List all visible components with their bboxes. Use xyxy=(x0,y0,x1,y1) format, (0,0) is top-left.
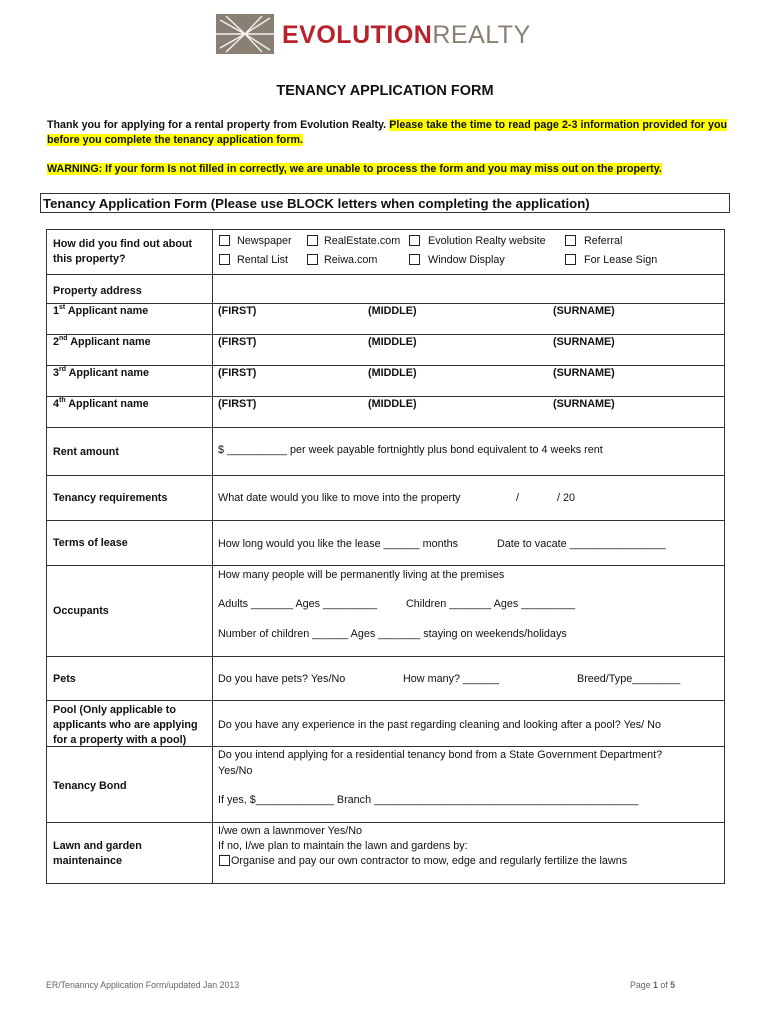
logo-wordmark: EVOLUTIONREALTY xyxy=(282,21,531,49)
how-found-label-2: this property? xyxy=(53,253,126,265)
weekend-children-field[interactable]: Number of children ______ Ages _______ staying on weekends/holidays xyxy=(218,628,567,640)
lease-label: Terms of lease xyxy=(53,537,128,549)
pets-count-field[interactable]: How many? ______ xyxy=(403,673,500,685)
adults-field[interactable]: Adults _______ Ages _________ xyxy=(218,598,378,610)
applicant-4-middle[interactable]: (MIDDLE) xyxy=(368,398,417,410)
row-divider xyxy=(47,822,724,823)
bond-label: Tenancy Bond xyxy=(53,780,127,792)
window-display-checkbox[interactable] xyxy=(409,254,420,265)
reiwa-label: Reiwa.com xyxy=(324,254,378,266)
lawn-plan-text: If no, I/we plan to maintain the lawn and gardens by: xyxy=(218,840,468,852)
page-number: Page 1 of 5 xyxy=(630,980,676,990)
realestate-checkbox[interactable] xyxy=(307,235,318,246)
how-found-label-1: How did you find out about xyxy=(53,238,193,250)
move-date-slash[interactable]: / xyxy=(516,492,519,504)
rental-list-checkbox[interactable] xyxy=(219,254,230,265)
referral-label: Referral xyxy=(584,235,623,247)
pool-label-1: Pool (Only applicable to xyxy=(53,704,176,716)
intro-text xyxy=(47,118,727,148)
applicant-2-surname[interactable]: (SURNAME) xyxy=(553,336,615,348)
applicant-3-label: 3rd Applicant name xyxy=(53,366,150,379)
row-divider xyxy=(47,565,724,566)
applicant-2-first[interactable]: (FIRST) xyxy=(218,336,257,348)
row-divider xyxy=(47,274,724,275)
page-title: TENANCY APPLICATION FORM xyxy=(276,83,494,99)
footer-reference: ER/Tenanncy Application Form/updated Jan 2013 xyxy=(46,980,240,990)
applicant-1-middle[interactable]: (MIDDLE) xyxy=(368,305,417,317)
occupants-question: How many people will be permanently living at the premises xyxy=(218,569,505,581)
lease-sign-label: For Lease Sign xyxy=(584,254,658,266)
reiwa-checkbox[interactable] xyxy=(307,254,318,265)
row-divider xyxy=(47,427,724,428)
evolution-website-label: Evolution Realty website xyxy=(428,235,546,247)
lease-duration-field[interactable]: How long would you like the lease ______ months xyxy=(218,538,459,550)
contractor-label: Organise and pay our own contractor to mow, edge and regularly fertilize the lawns xyxy=(231,855,628,867)
requirements-label: Tenancy requirements xyxy=(53,492,168,504)
application-table xyxy=(46,229,725,884)
pool-question[interactable]: Do you have any experience in the past regarding cleaning and looking after a pool? Yes/ No xyxy=(218,719,661,731)
bond-question: Do you intend applying for a residential tenancy bond from a State Government Department? xyxy=(218,749,663,761)
applicant-3-surname[interactable]: (SURNAME) xyxy=(553,367,615,379)
newspaper-checkbox[interactable] xyxy=(219,235,230,246)
company-logo xyxy=(216,14,538,54)
rent-label: Rent amount xyxy=(53,446,119,458)
warning-text: WARNING: If your form Is not filled in correctly, we are unable to process the form and you may miss out on the property. xyxy=(47,163,662,175)
applicant-1-label: 1st Applicant name xyxy=(53,304,149,317)
contractor-checkbox[interactable] xyxy=(219,855,230,866)
lawnmower-field[interactable]: I/we own a lawnmover Yes/No xyxy=(218,825,363,837)
rental-list-label: Rental List xyxy=(237,254,289,266)
row-divider xyxy=(47,520,724,521)
bond-branch-field[interactable]: If yes, $_____________ Branch ____________________________________________ xyxy=(218,794,639,806)
applicant-2-middle[interactable]: (MIDDLE) xyxy=(368,336,417,348)
logo-mark-icon xyxy=(216,14,274,54)
pool-label-3: for a property with a pool) xyxy=(53,734,187,746)
children-field[interactable]: Children _______ Ages _________ xyxy=(406,598,576,610)
move-date-question: What date would you like to move into the property xyxy=(218,492,461,504)
window-display-label: Window Display xyxy=(428,254,505,266)
applicant-3-first[interactable]: (FIRST) xyxy=(218,367,257,379)
pets-label: Pets xyxy=(53,673,76,685)
lawn-label-2: maintenaince xyxy=(53,855,123,867)
pets-have-field[interactable]: Do you have pets? Yes/No xyxy=(218,673,346,685)
property-address-label: Property address xyxy=(53,285,142,297)
realestate-label: RealEstate.com xyxy=(324,235,401,247)
section-title: Tenancy Application Form (Please use BLOCK letters when completing the application) xyxy=(40,193,730,213)
intro-thanks: Thank you for applying for a rental property from Evolution Realty. xyxy=(47,119,387,131)
intro-instruction: Please take the time to read page 2-3 information provided for you before you complete the tenancy application form. xyxy=(47,119,727,146)
row-divider xyxy=(47,656,724,657)
applicant-1-first[interactable]: (FIRST) xyxy=(218,305,257,317)
bond-yes-no[interactable]: Yes/No xyxy=(218,765,253,777)
lease-sign-checkbox[interactable] xyxy=(565,254,576,265)
column-divider xyxy=(212,230,213,883)
applicant-2-label: 2nd Applicant name xyxy=(53,335,151,348)
applicant-4-label: 4th Applicant name xyxy=(53,397,149,410)
applicant-3-middle[interactable]: (MIDDLE) xyxy=(368,367,417,379)
row-divider xyxy=(47,700,724,701)
pets-breed-field[interactable]: Breed/Type________ xyxy=(577,673,681,685)
vacate-date-field[interactable]: Date to vacate ________________ xyxy=(497,538,666,550)
newspaper-label: Newspaper xyxy=(237,235,292,247)
applicant-4-first[interactable]: (FIRST) xyxy=(218,398,257,410)
applicant-1-surname[interactable]: (SURNAME) xyxy=(553,305,615,317)
row-divider xyxy=(47,475,724,476)
applicant-4-surname[interactable]: (SURNAME) xyxy=(553,398,615,410)
referral-checkbox[interactable] xyxy=(565,235,576,246)
move-date-year[interactable]: / 20 xyxy=(557,492,576,504)
lawn-label-1: Lawn and garden xyxy=(53,840,142,852)
pool-label-2: applicants who are applying xyxy=(53,719,198,731)
rent-field[interactable]: $ __________ per week payable fortnightly plus bond equivalent to 4 weeks rent xyxy=(218,444,603,456)
occupants-label: Occupants xyxy=(53,605,109,617)
evolution-website-checkbox[interactable] xyxy=(409,235,420,246)
